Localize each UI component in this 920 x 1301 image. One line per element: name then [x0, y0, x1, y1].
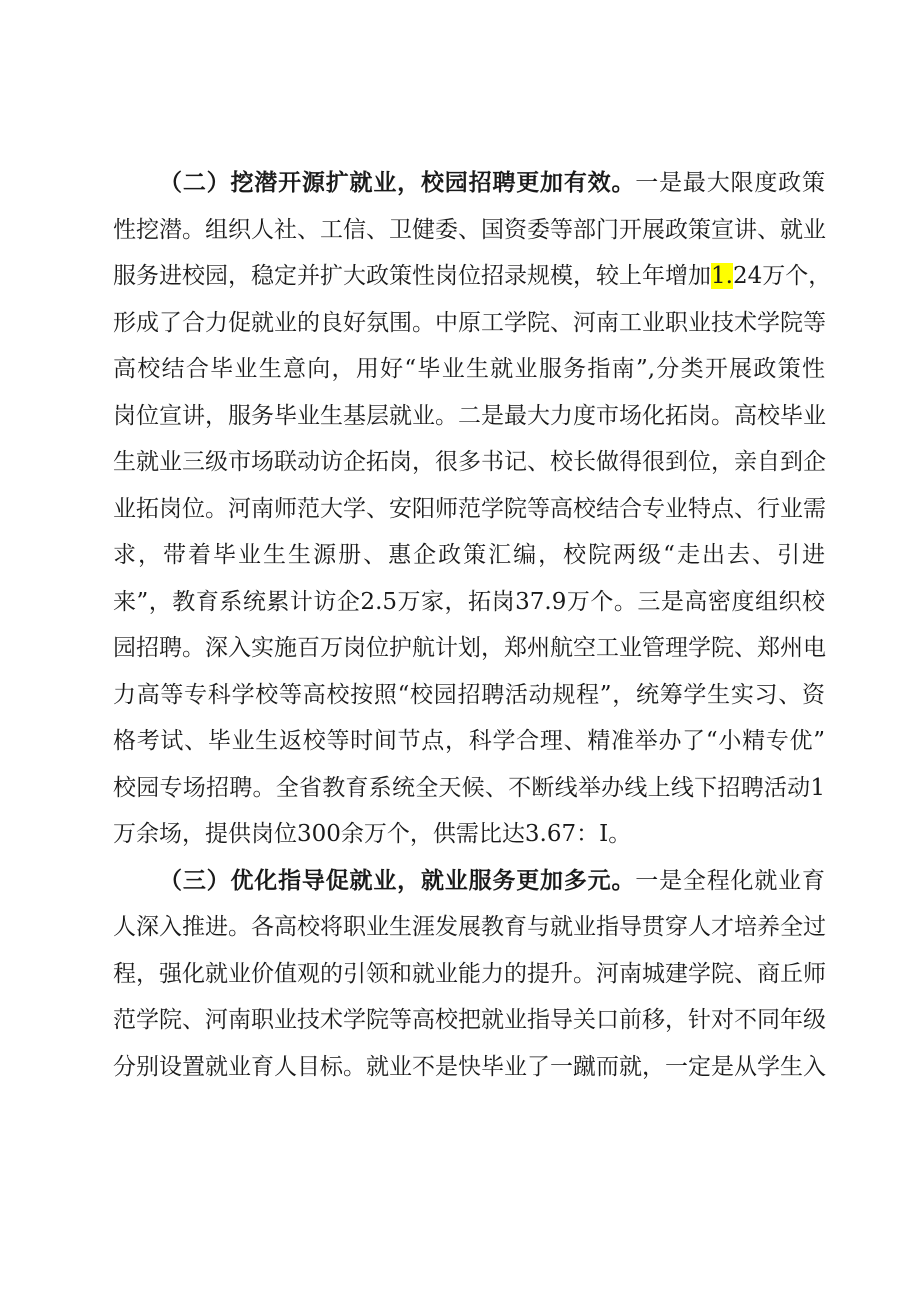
section-heading: （三）优化指导促就业，就业服务更加多元。 — [159, 867, 636, 894]
document-body — [113, 160, 832, 1090]
text-run: 一是全程化就业育 — [635, 867, 826, 894]
text-line: 校园专场招聘。全省教育系统全天候、不断线举办线上线下招聘活动1 — [113, 774, 825, 801]
text-run: 服务进校园，稳定并扩大政策性岗位招录规模，较上年增加 — [113, 263, 711, 289]
text-line: 生就业三级市场联动访企拓岗，很多书记、校长做得很到位，亲自到企 — [113, 449, 826, 475]
text-line: 力高等专科学校等高校按照“校园招聘活动规程”，统筹学生实习、资 — [113, 681, 825, 708]
text-line: 岗位宣讲，服务毕业生基层就业。二是最大力度市场化拓岗。高校毕业 — [113, 402, 826, 429]
text-line — [113, 858, 825, 905]
text-line — [113, 253, 832, 300]
text-line: 格考试、毕业生返校等时间节点，科学合理、精准举办了“小精专优” — [113, 728, 825, 754]
section-heading: （二）挖潜开源扩就业，校园招聘更加有效。 — [159, 170, 636, 196]
text-run: 一是最大限度政策 — [635, 170, 826, 196]
text-line: 业拓岗位。河南师范大学、安阳师范学院等高校结合专业特点、行业需 — [113, 495, 826, 522]
text-line: 人深入推进。各高校将职业生涯发展教育与就业指导贯穿人才培养全过 — [113, 914, 826, 940]
paragraph-employment-recruitment — [113, 160, 832, 858]
text-line: 来”，教育系统累计访企2.5万家，拓岗37.9万个。三是高密度组织校 — [113, 588, 825, 615]
text-run: 24万个， — [732, 263, 832, 289]
text-line: 分别设置就业育人目标。就业不是快毕业了一蹴而就，一定是从学生入 — [113, 1053, 826, 1080]
text-line: 程，强化就业价值观的引领和就业能力的提升。河南城建学院、商丘师 — [113, 960, 826, 987]
text-line: 万余场，提供岗位300余万个，供需比达3.67：I。 — [113, 821, 632, 847]
text-line: 范学院、河南职业技术学院等高校把就业指导关口前移，针对不同年级 — [113, 1007, 826, 1033]
paragraph-employment-guidance — [113, 858, 825, 1091]
text-line: 高校结合毕业生意向，用好“毕业生就业服务指南”,分类开展政策性 — [113, 356, 825, 382]
text-line: 性挖潜。组织人社、工信、卫健委、国资委等部门开展政策宣讲、就业 — [113, 216, 826, 243]
text-line: 形成了合力促就业的良好氛围。中原工学院、河南工业职业技术学院等 — [113, 309, 826, 336]
highlighted-text: 1. — [711, 263, 733, 289]
text-line — [113, 160, 825, 207]
text-line: 求，带着毕业生生源册、惠企政策汇编，校院两级“走出去、引进 — [113, 542, 825, 568]
text-line: 园招聘。深入实施百万岗位护航计划，郑州航空工业管理学院、郑州电 — [113, 635, 826, 661]
